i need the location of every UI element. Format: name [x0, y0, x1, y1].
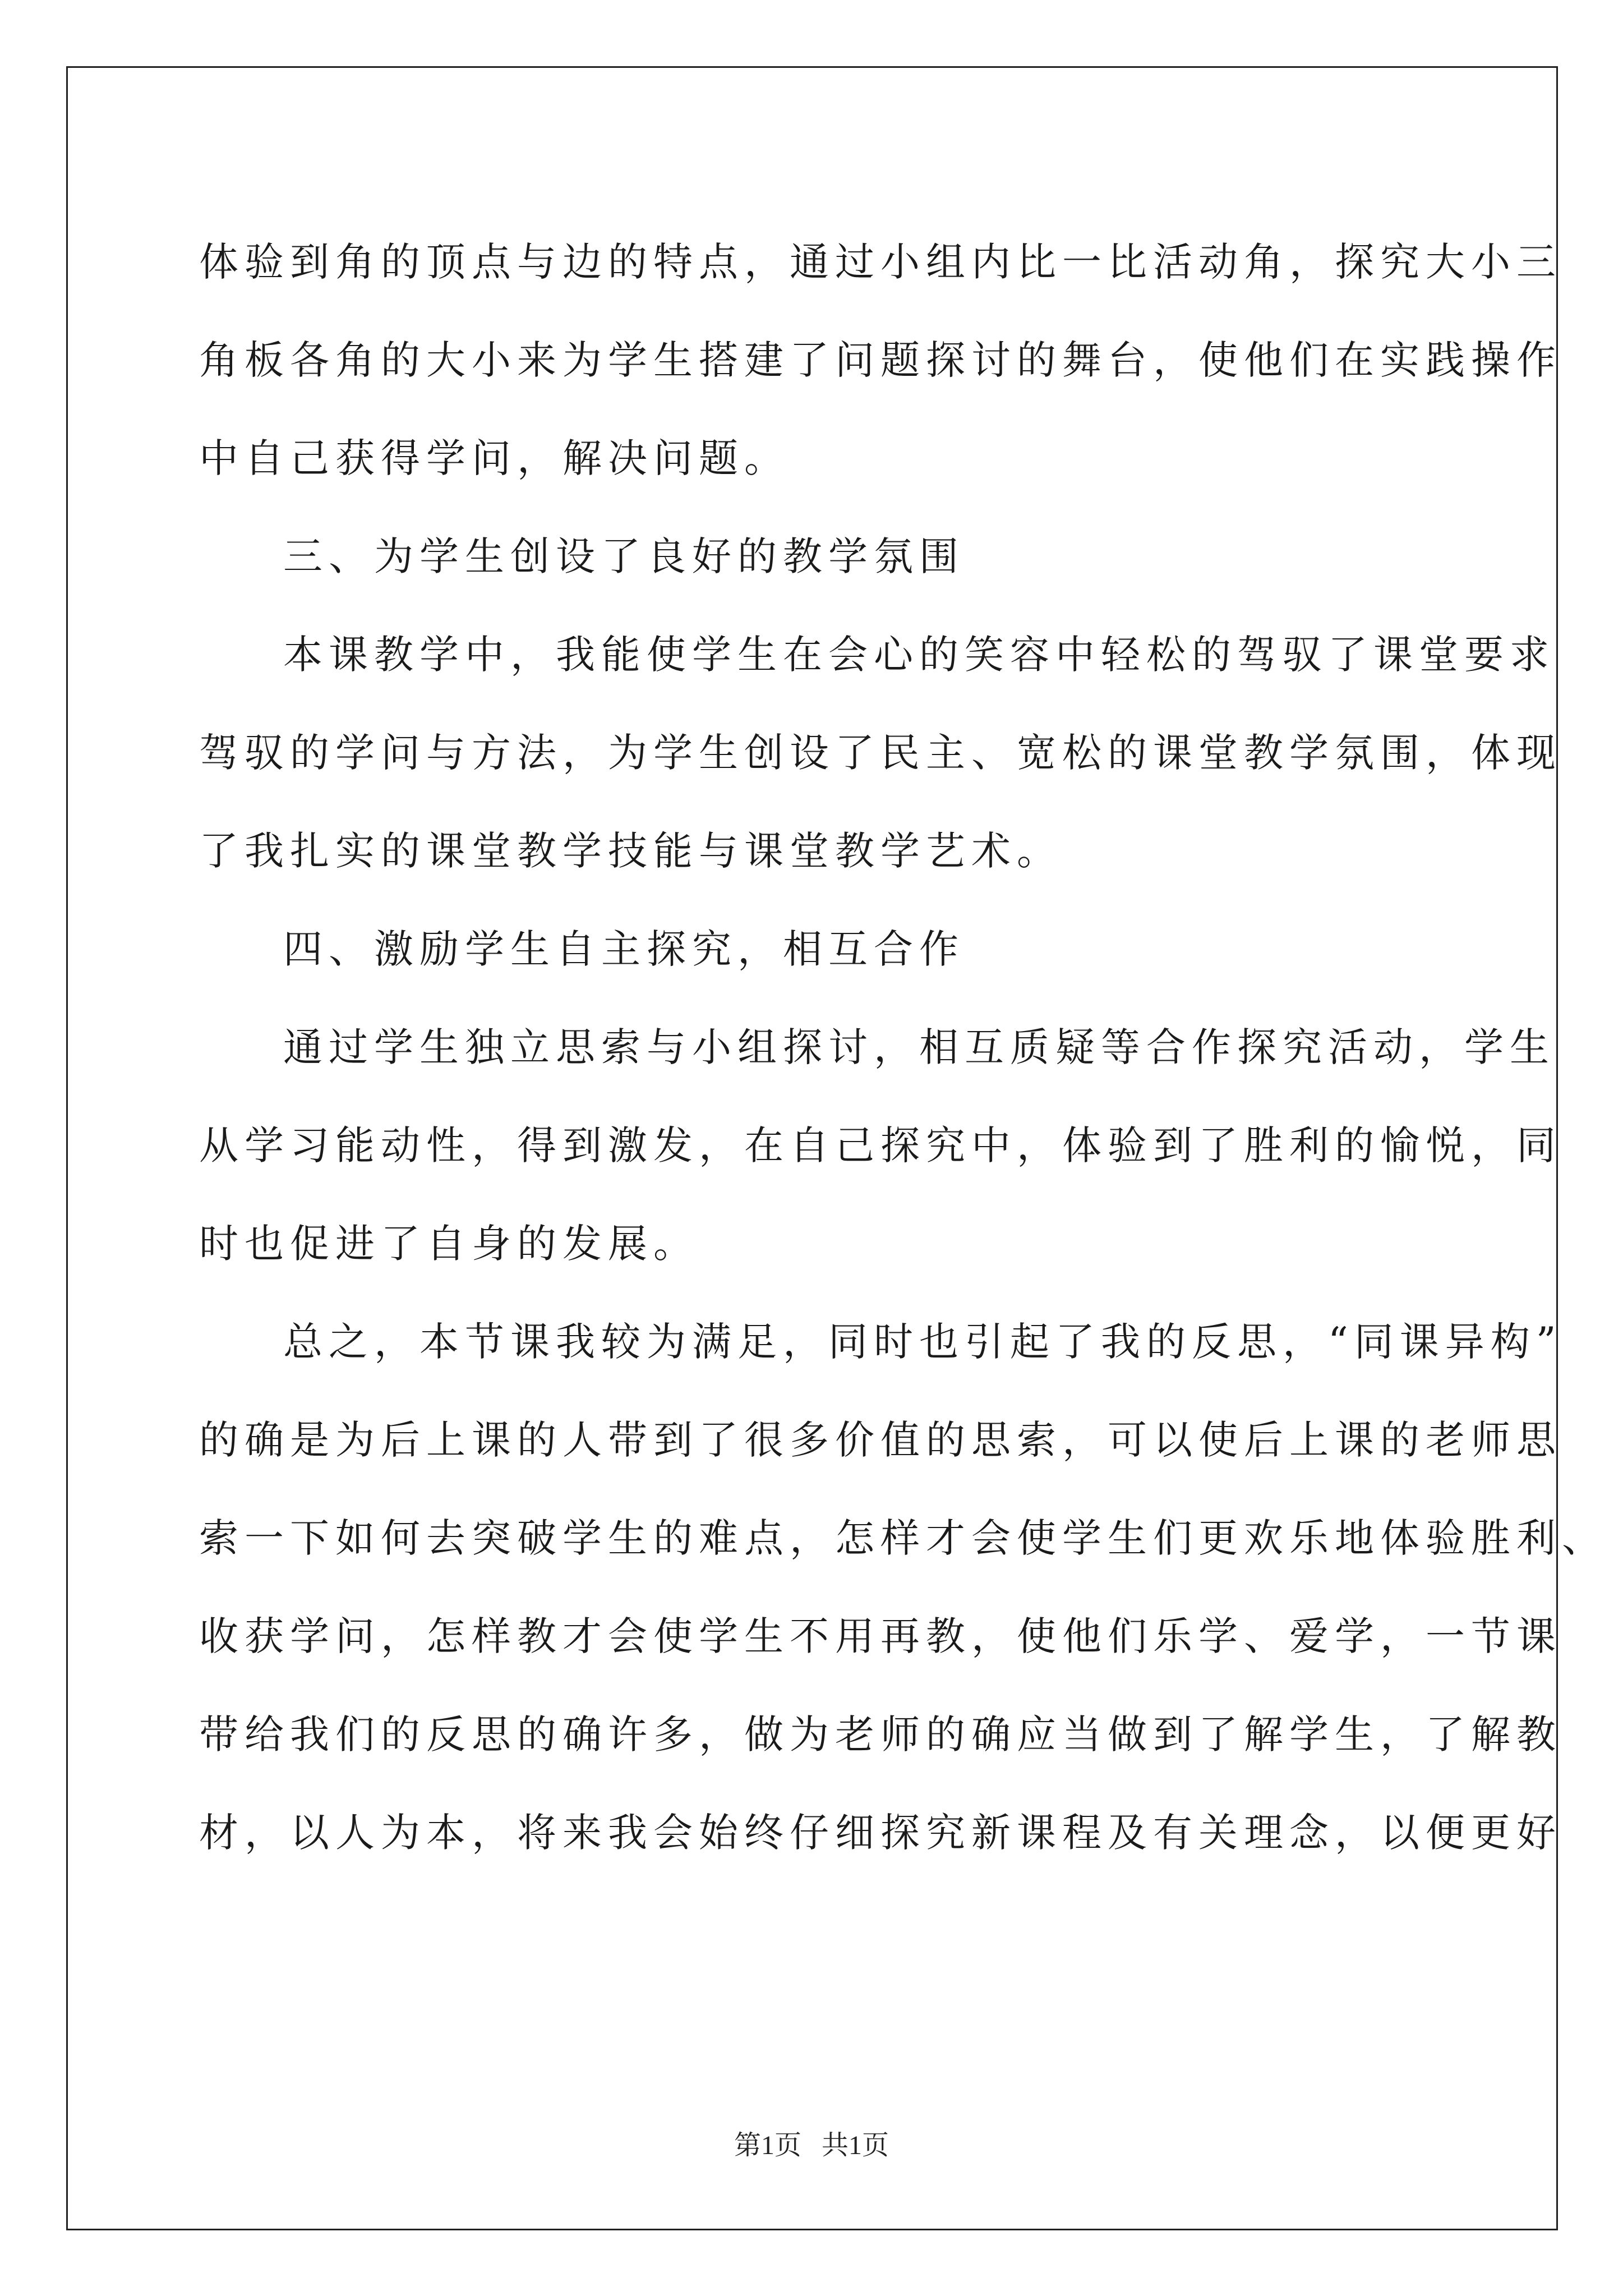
- text-line: 时也促进了自身的发展。: [199, 1221, 699, 1267]
- document-body: [199, 213, 1607, 1882]
- text-line: 的确是为后上课的人带到了很多价值的思索，可以使后上课的老师思: [199, 1417, 1562, 1463]
- text-line: 材，以人为本，将来我会始终仔细探究新课程及有关理念，以便更好: [199, 1810, 1562, 1856]
- text-line: 角板各角的大小来为学生搭建了问题探讨的舞台，使他们在实践操作: [199, 337, 1562, 383]
- text-line: 体验到角的顶点与边的特点，通过小组内比一比活动角，探究大小三: [199, 239, 1562, 285]
- text-line: 从学习能动性，得到激发，在自己探究中，体验到了胜利的愉悦，同: [199, 1122, 1562, 1168]
- text-line: 中自己获得学问，解决问题。: [199, 435, 790, 481]
- text-line: 索一下如何去突破学生的难点，怎样才会使学生们更欢乐地体验胜利、: [199, 1515, 1607, 1561]
- text-line: 通过学生独立思索与小组探讨，相互质疑等合作探究活动，学生: [283, 1024, 1555, 1070]
- text-line: 带给我们的反思的确许多，做为老师的确应当做到了解学生，了解教: [199, 1711, 1562, 1757]
- text-line: 总之，本节课我较为满足，同时也引起了我的反思，“同课异构”: [283, 1319, 1562, 1365]
- text-line: 驾驭的学问与方法，为学生创设了民主、宽松的课堂教学氛围，体现: [199, 730, 1562, 776]
- text-line: 本课教学中，我能使学生在会心的笑容中轻松的驾驭了课堂要求: [283, 632, 1555, 678]
- section-heading: 三、为学生创设了良好的教学氛围: [283, 533, 965, 579]
- page-footer: 第1页 共1页: [734, 2131, 889, 2160]
- text-line: 了我扎实的课堂教学技能与课堂教学艺术。: [199, 828, 1062, 874]
- text-line: 收获学问，怎样教才会使学生不用再教，使他们乐学、爱学，一节课: [199, 1613, 1562, 1659]
- section-heading: 四、激励学生自主探究，相互合作: [283, 926, 965, 972]
